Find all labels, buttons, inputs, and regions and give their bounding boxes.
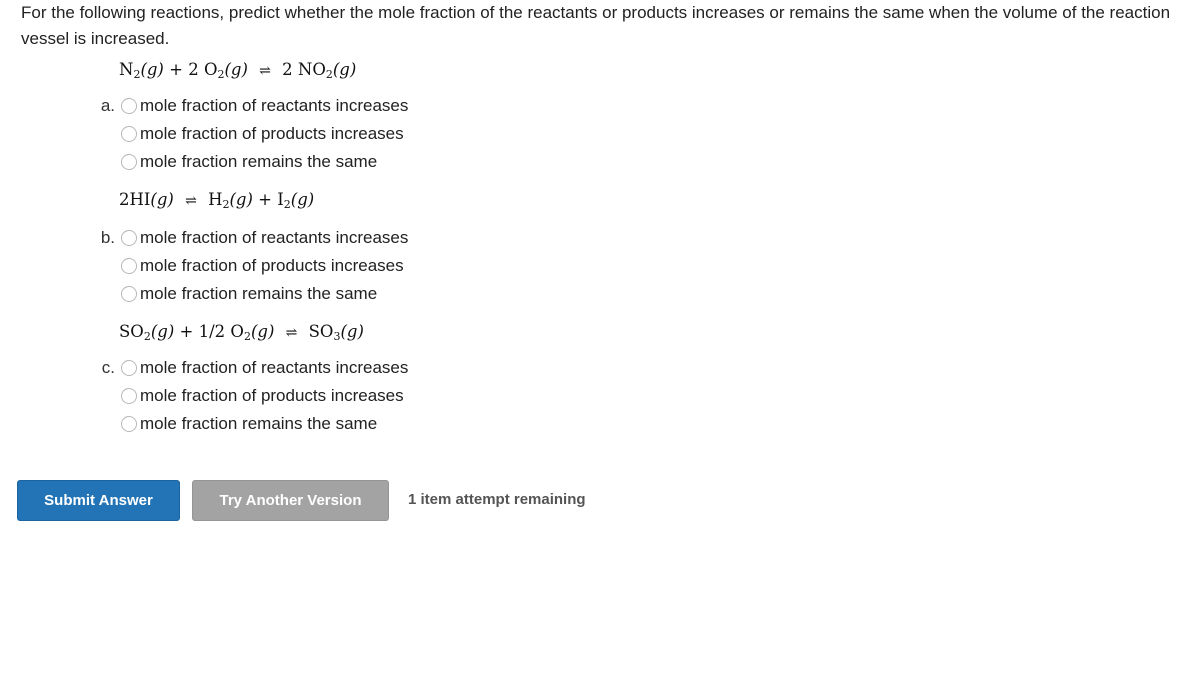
- option-label: mole fraction remains the same: [140, 152, 378, 171]
- radio-icon[interactable]: [121, 230, 137, 246]
- option-a-products[interactable]: [121, 123, 404, 145]
- radio-icon[interactable]: [121, 360, 137, 376]
- option-b-products[interactable]: [121, 255, 404, 277]
- option-c-products[interactable]: [121, 385, 404, 407]
- part-letter-a: a.: [100, 96, 115, 115]
- option-c-reactants[interactable]: [121, 357, 408, 379]
- submit-answer-button[interactable]: Submit Answer: [17, 480, 180, 521]
- radio-icon[interactable]: [121, 416, 137, 432]
- part-letter-c: c.: [101, 358, 115, 377]
- option-a-reactants[interactable]: [121, 95, 408, 117]
- equation-b: 2HI(g) ⇌ $H_2(g) + I_2(g)$: [119, 190, 315, 211]
- option-c-same[interactable]: [121, 413, 377, 435]
- equation-a: $N_2(g) + 2$ $O_2(g)$ ⇌ 2 $NO_2(g)$: [119, 60, 357, 81]
- option-label: mole fraction of reactants increases: [140, 228, 409, 247]
- equilibrium-arrow-icon: ⇌: [285, 325, 298, 341]
- radio-icon[interactable]: [121, 126, 137, 142]
- option-label: mole fraction of products increases: [140, 256, 404, 275]
- option-label: mole fraction of products increases: [140, 124, 404, 143]
- equilibrium-arrow-icon: ⇌: [185, 193, 197, 209]
- radio-icon[interactable]: [121, 388, 137, 404]
- try-another-version-button[interactable]: Try Another Version: [192, 480, 389, 521]
- option-a-same[interactable]: [121, 151, 377, 173]
- option-label: mole fraction of products increases: [140, 386, 404, 405]
- radio-icon[interactable]: [121, 258, 137, 274]
- option-b-reactants[interactable]: [121, 227, 408, 249]
- option-label: mole fraction remains the same: [140, 284, 378, 303]
- question-instructions: For the following reactions, predict whether the mole fraction of the reactants or products increases or remains the same when the volume of the reaction vessel is increased.: [21, 3, 1171, 48]
- option-label: mole fraction of reactants increases: [140, 96, 409, 115]
- option-label: mole fraction of reactants increases: [140, 358, 409, 377]
- equilibrium-arrow-icon: ⇌: [259, 63, 271, 79]
- attempts-remaining-text: 1 item attempt remaining: [408, 491, 586, 508]
- equation-c: $SO_2(g) + 1/2$ $O_2(g)$ ⇌ $SO_3(g)$: [119, 322, 364, 343]
- option-b-same[interactable]: [121, 283, 377, 305]
- radio-icon[interactable]: [121, 286, 137, 302]
- option-label: mole fraction remains the same: [140, 414, 378, 433]
- part-letter-b: b.: [100, 228, 115, 247]
- radio-icon[interactable]: [121, 98, 137, 114]
- radio-icon[interactable]: [121, 154, 137, 170]
